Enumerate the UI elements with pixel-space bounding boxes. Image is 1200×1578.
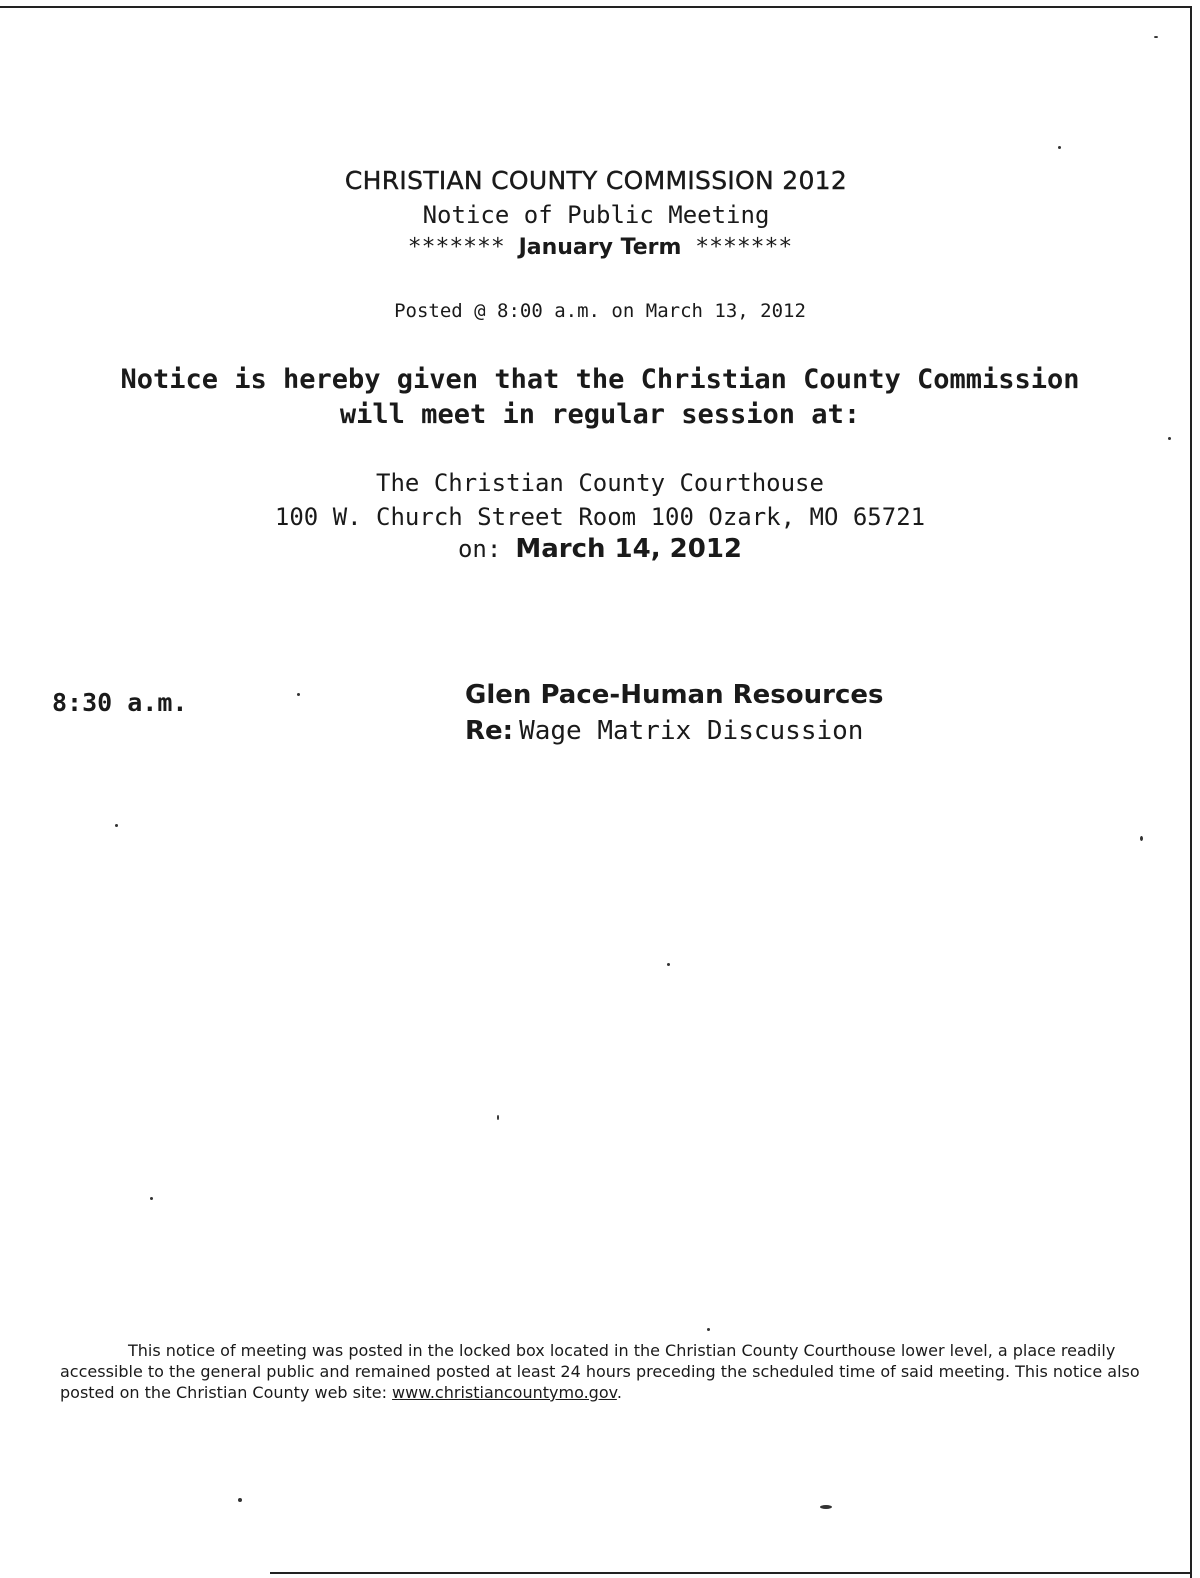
page-border-bottom	[270, 1572, 1192, 1574]
term-stars-left: *******	[407, 234, 505, 260]
venue-name: The Christian County Courthouse	[376, 469, 824, 497]
scan-speck	[707, 1328, 710, 1331]
agenda-topic: Wage Matrix Discussion	[519, 716, 864, 746]
scan-speck	[1140, 836, 1143, 841]
notice-line-1: Notice is hereby given that the Christian County Commission	[120, 364, 1080, 395]
term-stars-right: *******	[695, 234, 793, 260]
meeting-date-line	[0, 534, 1200, 564]
scan-speck	[1058, 146, 1061, 149]
posted-timestamp: Posted @ 8:00 a.m. on March 13, 2012	[394, 300, 806, 322]
scan-speck	[297, 693, 300, 696]
scan-speck	[820, 1505, 832, 1509]
scan-speck	[1168, 437, 1171, 440]
scan-speck	[497, 1115, 499, 1120]
meeting-date: March 14, 2012	[515, 534, 743, 564]
scan-speck	[238, 1498, 242, 1502]
document-subtitle: Notice of Public Meeting	[422, 201, 770, 229]
scan-speck	[667, 963, 670, 966]
agenda-topic-line	[465, 716, 863, 746]
page-border-top	[0, 6, 1192, 8]
scan-speck	[150, 1197, 153, 1200]
scan-speck	[1154, 36, 1158, 38]
notice-line-2: will meet in regular session at:	[339, 399, 861, 430]
posting-statement	[60, 1340, 1150, 1403]
posting-statement-end: .	[616, 1383, 622, 1402]
date-prefix: on:	[457, 535, 502, 563]
scan-speck	[115, 824, 118, 827]
agenda-presenter: Glen Pace-Human Resources	[465, 680, 884, 710]
term-name: January Term	[518, 235, 682, 260]
venue-address: 100 W. Church Street Room 100 Ozark, MO 65721	[274, 503, 926, 531]
posting-statement-text: This notice of meeting was posted in the locked box located in the Christian County Courthouse lower level, a place readily accessible to the general public and remained posted at least 24 hours preceding the scheduled time of said meeting. This notice also posted on the Christian County web site:	[60, 1341, 1140, 1402]
website-link[interactable]: www.christiancountymo.gov	[392, 1383, 617, 1402]
document-title: CHRISTIAN COUNTY COMMISSION 2012	[344, 166, 848, 195]
agenda-re-label: Re:	[465, 716, 514, 746]
agenda-time: 8:30 a.m.	[52, 688, 188, 717]
term-line	[0, 234, 1200, 260]
